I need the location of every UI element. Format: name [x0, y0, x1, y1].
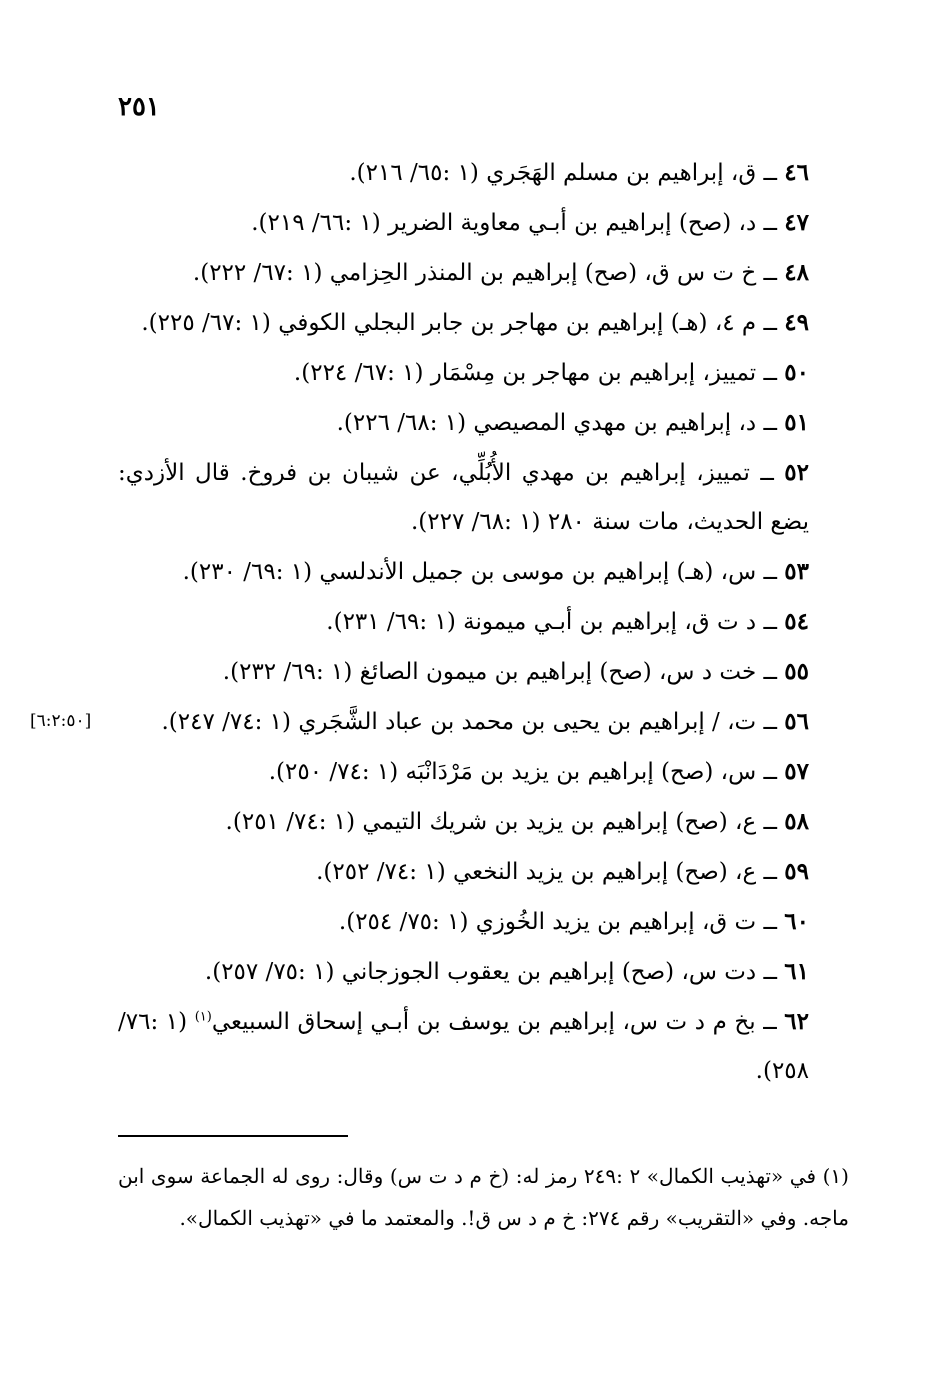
entry-number: ٥٤ — [784, 608, 809, 635]
entry-number: ٦٢ — [784, 1008, 809, 1035]
entry-number: ٥٥ — [784, 658, 809, 685]
entry-number: ٦٠ — [784, 908, 809, 935]
list-item — [118, 647, 849, 697]
list-item — [118, 547, 849, 597]
entry-number: ٥٢ — [784, 459, 809, 486]
entry-text: ــ ت ق، إبراهيم بن يزيد الخُوزي (١ :٧٥/ ٢٥٤). — [338, 909, 785, 935]
entry-text: ــ س، (هـ) إبراهيم بن موسى بن جميل الأندلسي (١ :٦٩/ ٢٣٠). — [182, 559, 785, 585]
entry-number: ٥١ — [784, 409, 809, 436]
entry-number: ٤٦ — [784, 159, 809, 186]
footnote-marker: (١) — [194, 1009, 212, 1025]
entry-text: ــ د ت ق، إبراهيم بن أبـي ميمونة (١ :٦٩/ ٢٣١). — [326, 609, 785, 635]
list-item — [118, 448, 849, 547]
entry-number: ٦١ — [784, 958, 809, 985]
entry-number: ٥٨ — [784, 808, 809, 835]
footnote-divider — [118, 1135, 348, 1137]
entry-number: ٤٧ — [784, 209, 809, 236]
entry-text: ــ خ ت س ق، (صح) إبراهيم بن المنذر الحِزامي (١ :٦٧/ ٢٢٢). — [192, 260, 785, 286]
list-item — [118, 997, 849, 1096]
entry-text: ــ دت س، (صح) إبراهيم بن يعقوب الجوزجاني (١ :٧٥/ ٢٥٧). — [204, 959, 785, 985]
entry-number: ٤٨ — [784, 259, 809, 286]
list-item — [118, 947, 849, 997]
list-item — [118, 597, 849, 647]
list-item — [118, 148, 849, 198]
page-number: ٢٥١ — [118, 92, 160, 122]
entry-text: ــ بخ م د ت س، إبراهيم بن يوسف بن أبـي إسحاق السبيعي — [211, 1009, 785, 1035]
margin-reference: [٦:٢:٥٠] — [30, 711, 92, 731]
entry-text: ــ م ٤، (هـ) إبراهيم بن مهاجر بن جابر البجلي الكوفي (١ :٦٧/ ٢٢٥). — [141, 310, 785, 336]
entry-text: ــ ق، إبراهيم بن مسلم الهَجَري (١ :٦٥/ ٢١٦). — [349, 160, 785, 186]
entry-number: ٥٦ — [784, 708, 809, 735]
list-item — [118, 847, 849, 897]
list-item — [118, 348, 849, 398]
entry-number: ٥٣ — [784, 558, 809, 585]
entry-text: ــ خت د س، (صح) إبراهيم بن ميمون الصائغ (١ :٦٩/ ٢٣٢). — [222, 659, 785, 685]
entry-text: ــ تمييز، إبراهيم بن مهاجر بن مِسْمَار (١ :٦٧/ ٢٢٤). — [293, 360, 785, 386]
list-item — [118, 747, 849, 797]
entry-text: ــ تمييز، إبراهيم بن مهدي الأُبُلِّي، عن شيبان بن فروخ. قال الأزدي: يضع الحديث، مات سنة ٢٨٠ (١ :٦٨/ ٢٢٧). — [118, 460, 809, 535]
list-item — [30, 697, 849, 747]
footnote: (١) في «تهذيب الكمال» ٢ :٢٤٩ رمز له: (خ م د ت س) وقال: روى له الجماعة سوى ابن ماجه. وفي «التقريب» رقم ٢٧٤: خ م د س ق!. والمعتمد ما في «تهذيب الكمال». — [118, 1164, 849, 1230]
list-item — [118, 797, 849, 847]
entry-text: ــ د، (صح) إبراهيم بن أبـي معاوية الضرير (١ :٦٦/ ٢١٩). — [251, 210, 785, 236]
entry-number: ٥٩ — [784, 858, 809, 885]
entry-text: ــ ع، (صح) إبراهيم بن يزيد النخعي (١ :٧٤/ ٢٥٢). — [316, 859, 785, 885]
entry-number: ٥٧ — [784, 758, 809, 785]
list-item — [118, 298, 849, 348]
entry-number: ٥٠ — [784, 359, 809, 386]
list-item — [118, 897, 849, 947]
list-item — [118, 398, 849, 448]
list-item — [118, 248, 849, 298]
entry-text: ــ س، (صح) إبراهيم بن يزيد بن مَرْدَانْبَه (١ :٧٤/ ٢٥٠). — [268, 759, 785, 785]
entry-text: ــ ت، / إبراهيم بن يحيى بن محمد بن عباد الشَّجَري (١ :٧٤/ ٢٤٧). — [161, 709, 785, 735]
entries-list — [30, 148, 849, 1096]
entry-text: ــ د، إبراهيم بن مهدي المصيصي (١ :٦٨/ ٢٢٦). — [336, 410, 785, 436]
entry-number: ٤٩ — [784, 309, 809, 336]
entry-text: ــ ع، (صح) إبراهيم بن يزيد بن شريك التيمي (١ :٧٤/ ٢٥١). — [225, 809, 785, 835]
list-item — [118, 198, 849, 248]
entry-text-continued: (١ :٧٦/ ٢٥٨). — [118, 1009, 809, 1084]
